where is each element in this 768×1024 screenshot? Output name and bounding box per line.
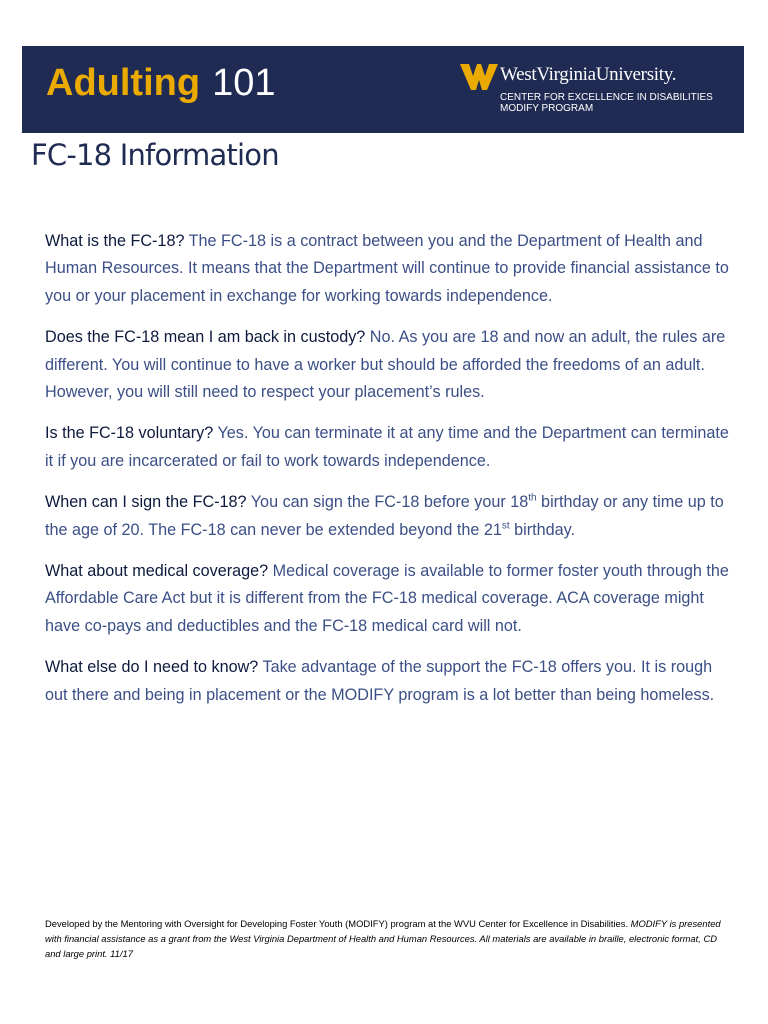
- faq-answer-part: birthday.: [509, 520, 576, 539]
- header-banner: [22, 46, 744, 133]
- faq-answer: Medical coverage is available to former foster youth through the Affordable Care Act but it is different from the FC-18 medical coverage. ACA coverage might have co-pays and deductibles and the FC-18 medical card will not.: [45, 562, 729, 635]
- faq-answer: No. As you are 18 and now an adult, the rules are different. You will continue to have a worker but should be afforded the freedoms of an adult. However, you will still need to respect your placement’s rules.: [45, 328, 726, 402]
- center-name-block: [500, 92, 713, 114]
- faq-answer: The FC-18 is a contract between you and the Department of Health and Human Resources. It means that the Department will continue to provide financial assistance to you or your placement in exchange for working towards independence.: [45, 232, 729, 305]
- faq-item: [45, 324, 729, 406]
- faq-answer-part: You can sign the FC-18 before your 18: [246, 493, 529, 512]
- wvu-flying-wv-icon: [460, 62, 498, 92]
- faq-item: [45, 489, 729, 544]
- faq-question: What else do I need to know?: [45, 658, 259, 677]
- faq-question: What about medical coverage?: [45, 562, 269, 581]
- brand-word: Adulting: [46, 62, 201, 104]
- footer-text: Developed by the Mentoring with Oversight for Developing Foster Youth (MODIFY) program at the WVU Center for Excellence in Disabilities.: [45, 918, 631, 929]
- center-name: CENTER FOR EXCELLENCE IN DISABILITIES: [500, 92, 713, 103]
- university-name: WestVirginiaUniversity.: [500, 64, 677, 85]
- wvu-logo-block: [460, 62, 740, 118]
- faq-list: [45, 228, 729, 723]
- ordinal-suffix: th: [528, 492, 537, 504]
- faq-item: [45, 228, 729, 310]
- faq-answer-part: birthday or any time up to the age of 20. The FC-18 can never be extended beyond the 21: [45, 493, 724, 539]
- faq-question: When can I sign the FC-18?: [45, 493, 247, 512]
- faq-answer: Take advantage of the support the FC-18 offers you. It is rough out there and being in placement or the MODIFY program is a lot better than being homeless.: [45, 658, 715, 704]
- brand-number: 101: [212, 62, 276, 104]
- footer-italic-text: MODIFY is presented with financial assistance as a grant from the West Virginia Department of Health and Human Resources. All materials are available in braille, electronic format, CD and large print. 11/17: [45, 918, 721, 959]
- faq-answer: Yes. You can terminate it at any time and the Department can terminate it if you are incarcerated or fail to work towards independence.: [45, 424, 729, 470]
- program-name: MODIFY PROGRAM: [500, 103, 594, 114]
- faq-question: Does the FC-18 mean I am back in custody?: [45, 328, 366, 347]
- page-title: FC-18 Information: [31, 138, 279, 172]
- footer-note: [45, 916, 730, 961]
- faq-question: What is the FC-18?: [45, 232, 185, 250]
- faq-item: [45, 420, 729, 475]
- brand-logo: [46, 64, 275, 102]
- faq-item: [45, 558, 729, 640]
- faq-question: Is the FC-18 voluntary?: [45, 424, 214, 443]
- ordinal-suffix: st: [501, 520, 510, 532]
- faq-item: [45, 654, 729, 709]
